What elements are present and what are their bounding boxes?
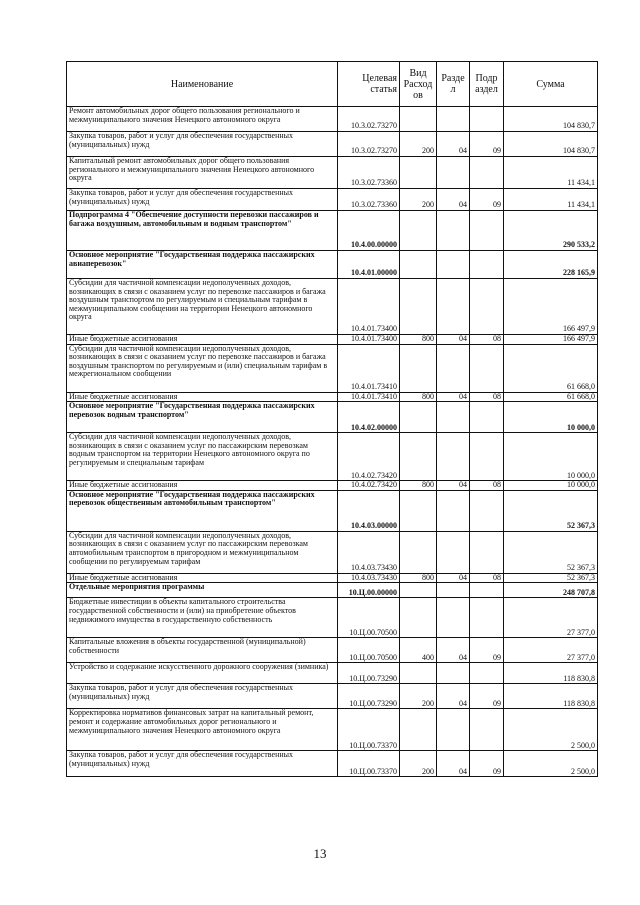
table-row bbox=[67, 251, 598, 279]
row-name: Закупка товаров, работ и услуг для обеспечения государственных (муниципальных) нужд bbox=[67, 684, 338, 709]
table-body bbox=[67, 107, 598, 777]
row-expense-type bbox=[400, 251, 437, 279]
row-section: 04 bbox=[437, 132, 470, 157]
row-name: Корректировка нормативов финансовых затрат на капитальный ремонт, ремонт и содержание автомобильных дорог регионального и межмуниципального значения Ненецкого автономного округа bbox=[67, 709, 338, 751]
table-row bbox=[67, 583, 598, 598]
row-expense-type: 800 bbox=[400, 481, 437, 491]
row-subsection bbox=[470, 709, 504, 751]
row-expense-type: 200 bbox=[400, 751, 437, 777]
row-section bbox=[437, 531, 470, 573]
row-subsection bbox=[470, 211, 504, 251]
table-row bbox=[67, 531, 598, 573]
row-expense-type: 800 bbox=[400, 392, 437, 402]
row-name: Субсидии для частичной компенсации недополученных доходов, возникающих в связи с оказанием услуг по пассажирским перевозкам водным транспортом на территории Ненецкого автономного округа по регулируемым и специальным тарифам bbox=[67, 433, 338, 481]
table-row bbox=[67, 107, 598, 132]
row-name: Ремонт автомобильных дорог общего пользования регионального и межмуниципального значения Ненецкого автономного округа bbox=[67, 107, 338, 132]
row-expense-type bbox=[400, 402, 437, 433]
row-expense-type: 800 bbox=[400, 573, 437, 583]
row-expense-type bbox=[400, 598, 437, 638]
row-subsection bbox=[470, 107, 504, 132]
table-row bbox=[67, 663, 598, 684]
row-target-code: 10.3.02.73270 bbox=[338, 132, 400, 157]
budget-table bbox=[66, 61, 598, 777]
row-subsection bbox=[470, 583, 504, 598]
row-subsection: 08 bbox=[470, 573, 504, 583]
row-section bbox=[437, 433, 470, 481]
row-target-code: 10.Ц.00.70500 bbox=[338, 598, 400, 638]
row-subsection: 08 bbox=[470, 481, 504, 491]
row-name: Устройство и содержание искусственного дорожного сооружения (зимника) bbox=[67, 663, 338, 684]
row-target-code: 10.4.02.73420 bbox=[338, 433, 400, 481]
row-section bbox=[437, 157, 470, 189]
row-name: Субсидии для частичной компенсации недополученных доходов, возникающих в связи с оказанием услуг по перевозке пассажиров и багажа воздушным транспортом по регулируемым и (или) специальным тарифам в межрегиональном сообщении bbox=[67, 344, 338, 392]
row-subsection bbox=[470, 344, 504, 392]
row-target-code: 10.4.03.00000 bbox=[338, 490, 400, 531]
header-amount: Сумма bbox=[504, 62, 598, 107]
row-section bbox=[437, 402, 470, 433]
row-expense-type bbox=[400, 211, 437, 251]
row-subsection bbox=[470, 279, 504, 335]
row-target-code: 10.3.02.73270 bbox=[338, 107, 400, 132]
row-amount: 228 165,9 bbox=[504, 251, 598, 279]
row-name: Отдельные мероприятия программы bbox=[67, 583, 338, 598]
row-target-code: 10.Ц.00.73290 bbox=[338, 663, 400, 684]
row-amount: 104 830,7 bbox=[504, 132, 598, 157]
row-expense-type bbox=[400, 344, 437, 392]
table-row bbox=[67, 684, 598, 709]
row-amount: 166 497,9 bbox=[504, 335, 598, 345]
row-target-code: 10.Ц.00.73370 bbox=[338, 709, 400, 751]
header-subsection: Подр аздел bbox=[470, 62, 504, 107]
row-section: 04 bbox=[437, 638, 470, 663]
row-section: 04 bbox=[437, 392, 470, 402]
row-name: Подпрограмма 4 "Обеспечение доступности перевозки пассажиров и багажа воздушным, автомобильным и водным транспортом" bbox=[67, 211, 338, 251]
row-subsection: 09 bbox=[470, 189, 504, 211]
row-section: 04 bbox=[437, 751, 470, 777]
row-target-code: 10.Ц.00.00000 bbox=[338, 583, 400, 598]
row-expense-type: 400 bbox=[400, 638, 437, 663]
row-amount: 11 434,1 bbox=[504, 189, 598, 211]
row-target-code: 10.4.02.73420 bbox=[338, 481, 400, 491]
row-target-code: 10.4.01.00000 bbox=[338, 251, 400, 279]
table-row bbox=[67, 402, 598, 433]
row-target-code: 10.3.02.73360 bbox=[338, 157, 400, 189]
row-target-code: 10.4.03.73430 bbox=[338, 531, 400, 573]
row-section: 04 bbox=[437, 684, 470, 709]
row-name: Бюджетные инвестиции в объекты капитального строительства государственной собственности и (или) на приобретение объектов недвижимого имущества в государственную собственность bbox=[67, 598, 338, 638]
row-subsection bbox=[470, 663, 504, 684]
row-expense-type bbox=[400, 107, 437, 132]
page-number: 13 bbox=[313, 846, 327, 861]
table-row bbox=[67, 573, 598, 583]
row-amount: 11 434,1 bbox=[504, 157, 598, 189]
row-amount: 166 497,9 bbox=[504, 279, 598, 335]
table-row bbox=[67, 335, 598, 345]
table-row bbox=[67, 481, 598, 491]
row-amount: 52 367,3 bbox=[504, 490, 598, 531]
row-amount: 118 830,8 bbox=[504, 684, 598, 709]
row-subsection bbox=[470, 598, 504, 638]
row-target-code: 10.4.00.00000 bbox=[338, 211, 400, 251]
row-target-code: 10.Ц.00.73370 bbox=[338, 751, 400, 777]
row-expense-type bbox=[400, 663, 437, 684]
row-amount: 118 830,8 bbox=[504, 663, 598, 684]
row-name: Основное мероприятие "Государственная поддержка пассажирских перевозок общественным автомобильным транспортом" bbox=[67, 490, 338, 531]
row-expense-type: 200 bbox=[400, 132, 437, 157]
row-target-code: 10.Ц.00.73290 bbox=[338, 684, 400, 709]
table-row bbox=[67, 433, 598, 481]
header-section: Разде л bbox=[437, 62, 470, 107]
row-subsection bbox=[470, 157, 504, 189]
row-name: Закупка товаров, работ и услуг для обеспечения государственных (муниципальных) нужд bbox=[67, 189, 338, 211]
row-section bbox=[437, 251, 470, 279]
row-expense-type bbox=[400, 279, 437, 335]
table-row bbox=[67, 598, 598, 638]
row-section bbox=[437, 211, 470, 251]
row-section bbox=[437, 107, 470, 132]
row-expense-type bbox=[400, 709, 437, 751]
row-section: 04 bbox=[437, 481, 470, 491]
row-target-code: 10.4.02.00000 bbox=[338, 402, 400, 433]
row-name: Иные бюджетные ассигнования bbox=[67, 392, 338, 402]
row-name: Капитальные вложения в объекты государственной (муниципальной) собственности bbox=[67, 638, 338, 663]
row-expense-type bbox=[400, 583, 437, 598]
row-target-code: 10.4.01.73400 bbox=[338, 335, 400, 345]
row-subsection: 09 bbox=[470, 751, 504, 777]
row-section: 04 bbox=[437, 189, 470, 211]
row-expense-type bbox=[400, 157, 437, 189]
row-section bbox=[437, 709, 470, 751]
row-subsection: 09 bbox=[470, 638, 504, 663]
row-name: Иные бюджетные ассигнования bbox=[67, 335, 338, 345]
row-amount: 10 000,0 bbox=[504, 481, 598, 491]
row-subsection bbox=[470, 490, 504, 531]
row-amount: 61 668,0 bbox=[504, 392, 598, 402]
row-section bbox=[437, 598, 470, 638]
row-expense-type: 800 bbox=[400, 335, 437, 345]
row-target-code: 10.Ц.00.70500 bbox=[338, 638, 400, 663]
table-row bbox=[67, 709, 598, 751]
table-row bbox=[67, 157, 598, 189]
row-name: Иные бюджетные ассигнования bbox=[67, 481, 338, 491]
table-row bbox=[67, 189, 598, 211]
row-target-code: 10.4.01.73410 bbox=[338, 344, 400, 392]
table-row bbox=[67, 344, 598, 392]
table-row bbox=[67, 211, 598, 251]
table-row bbox=[67, 132, 598, 157]
row-amount: 2 500,0 bbox=[504, 709, 598, 751]
header-target: Целевая статья bbox=[338, 62, 400, 107]
table-row bbox=[67, 638, 598, 663]
row-section bbox=[437, 279, 470, 335]
row-expense-type bbox=[400, 433, 437, 481]
row-amount: 248 707,8 bbox=[504, 583, 598, 598]
header-expense-type: Вид Расход ов bbox=[400, 62, 437, 107]
row-subsection: 09 bbox=[470, 132, 504, 157]
row-expense-type: 200 bbox=[400, 684, 437, 709]
row-name: Основное мероприятие "Государственная поддержка пассажирских перевозок водным транспортом" bbox=[67, 402, 338, 433]
table-row bbox=[67, 751, 598, 777]
row-section bbox=[437, 583, 470, 598]
row-name: Субсидии для частичной компенсации недополученных доходов, возникающих в связи с оказанием услуг по перевозке пассажиров и багажа воздушным транспортом по регулируемым и специальным тарифам в межмуниципальном сообщении на территории Ненецкого автономного округа bbox=[67, 279, 338, 335]
row-section bbox=[437, 344, 470, 392]
row-name: Закупка товаров, работ и услуг для обеспечения государственных (муниципальных) нужд bbox=[67, 132, 338, 157]
row-subsection: 08 bbox=[470, 392, 504, 402]
row-amount: 27 377,0 bbox=[504, 638, 598, 663]
row-amount: 27 377,0 bbox=[504, 598, 598, 638]
row-amount: 10 000,0 bbox=[504, 433, 598, 481]
row-subsection bbox=[470, 433, 504, 481]
row-amount: 61 668,0 bbox=[504, 344, 598, 392]
row-target-code: 10.4.01.73400 bbox=[338, 279, 400, 335]
row-subsection bbox=[470, 531, 504, 573]
row-section: 04 bbox=[437, 335, 470, 345]
row-amount: 2 500,0 bbox=[504, 751, 598, 777]
row-amount: 52 367,3 bbox=[504, 573, 598, 583]
row-name: Основное мероприятие "Государственная поддержка пассажирских авиаперевозок" bbox=[67, 251, 338, 279]
row-subsection bbox=[470, 251, 504, 279]
row-name: Иные бюджетные ассигнования bbox=[67, 573, 338, 583]
header-name: Наименование bbox=[67, 62, 338, 107]
row-section bbox=[437, 490, 470, 531]
row-amount: 104 830,7 bbox=[504, 107, 598, 132]
table-row bbox=[67, 279, 598, 335]
row-subsection: 08 bbox=[470, 335, 504, 345]
row-target-code: 10.4.01.73410 bbox=[338, 392, 400, 402]
row-expense-type bbox=[400, 490, 437, 531]
table-row bbox=[67, 490, 598, 531]
row-expense-type: 200 bbox=[400, 189, 437, 211]
row-name: Закупка товаров, работ и услуг для обеспечения государственных (муниципальных) нужд bbox=[67, 751, 338, 777]
row-target-code: 10.3.02.73360 bbox=[338, 189, 400, 211]
row-name: Субсидии для частичной компенсации недополученных доходов, возникающих в связи с оказанием услуг по пассажирским перевозкам автомобильным транспортом в пригородном и межмуниципальном сообщении по регулируемым тарифам bbox=[67, 531, 338, 573]
row-expense-type bbox=[400, 531, 437, 573]
row-section: 04 bbox=[437, 573, 470, 583]
row-amount: 290 533,2 bbox=[504, 211, 598, 251]
row-amount: 52 367,3 bbox=[504, 531, 598, 573]
row-subsection bbox=[470, 402, 504, 433]
row-name: Капитальный ремонт автомобильных дорог общего пользования регионального и межмуниципального значения Ненецкого автономного округа bbox=[67, 157, 338, 189]
row-subsection: 09 bbox=[470, 684, 504, 709]
row-amount: 10 000,0 bbox=[504, 402, 598, 433]
table-row bbox=[67, 392, 598, 402]
row-target-code: 10.4.03.73430 bbox=[338, 573, 400, 583]
row-section bbox=[437, 663, 470, 684]
table-header-row bbox=[67, 62, 598, 107]
